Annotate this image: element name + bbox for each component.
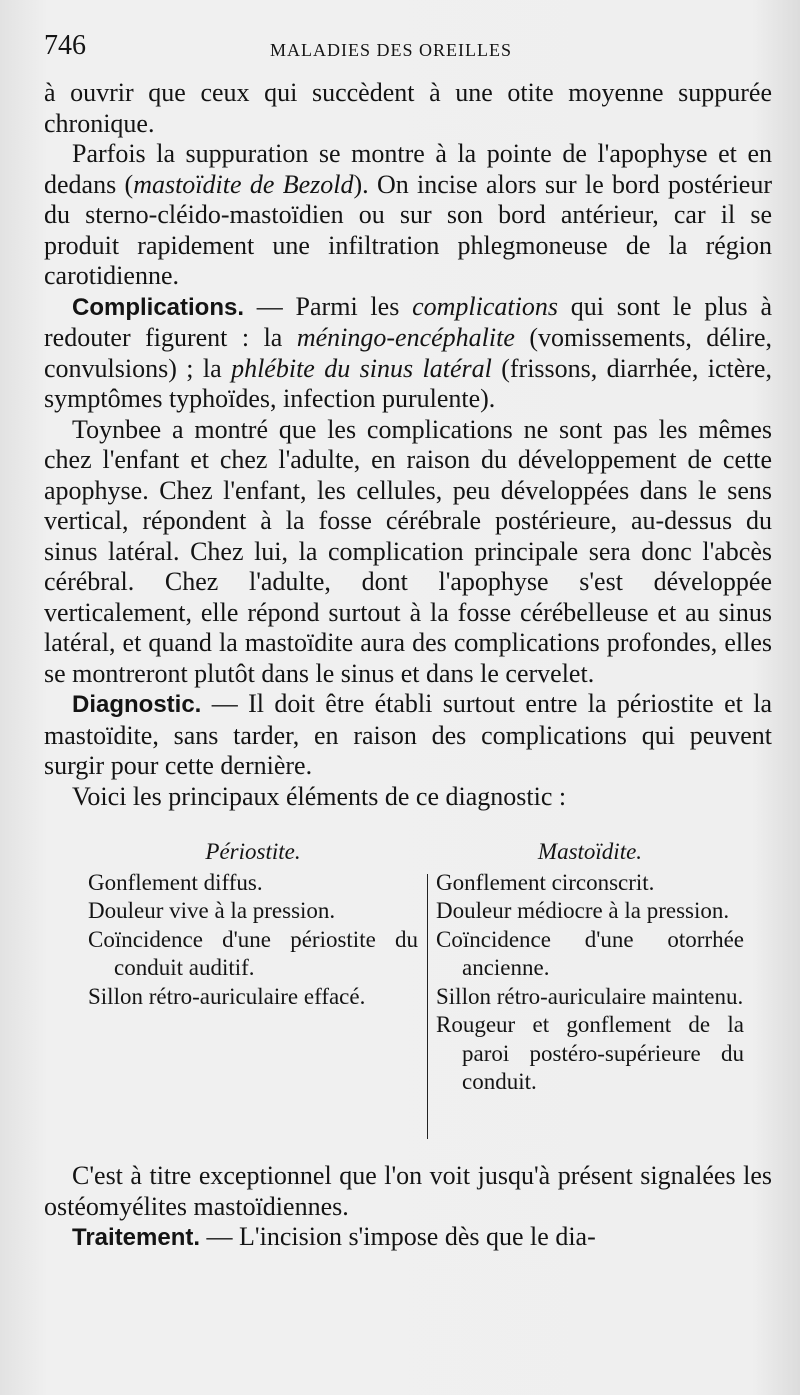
list-item: Sillon rétro-auriculaire effacé. — [88, 983, 366, 1009]
diagnostic-comparison-table — [44, 838, 772, 1153]
list-item: Sillon rétro-auriculaire maintenu. — [436, 983, 744, 1009]
column-divider — [427, 874, 428, 1139]
column-title-periostite: Périostite. — [205, 839, 301, 864]
list-item: Douleur médiocre à la pression. — [436, 898, 730, 923]
list-item: Rougeur et gonflement de la paroi postéro-supérieure du conduit. — [436, 1012, 744, 1094]
section-heading-traitement: Traitement. — [72, 1224, 201, 1251]
list-item: Gonflement diffus. — [88, 869, 263, 895]
paragraph-complications: Complications. — Parmi les complications qui sont le plus à redouter figurent : la méningo-encéphalite (vomissements, délire, convulsions) ; la phlébite du sinus latéral (frissons, diarrhée, ictère, symptômes typhoïdes, infection purulente). — [44, 291, 772, 413]
page-number: 746 — [44, 30, 86, 61]
list-item: Douleur vive à la pression. — [88, 898, 336, 923]
section-heading-diagnostic: Diagnostic. — [72, 691, 202, 718]
column-periostite — [88, 838, 418, 1011]
list-item: Coïncidence d'une périostite du conduit auditif. — [88, 926, 418, 980]
paragraph-diagnostic: Diagnostic. — Il doit être établi surtout entre la périostite et la mastoïdite, sans tarder, en raison des complications qui peuvent surgir pour cette dernière. — [44, 689, 772, 780]
running-head: MALADIES DES OREILLES — [270, 40, 512, 60]
paragraph-voici: Voici les principaux éléments de ce diagnostic : — [72, 781, 567, 811]
list-item: Coïncidence d'une otorrhée ancienne. — [436, 926, 744, 980]
body-text-continued — [44, 1161, 772, 1254]
column-title-mastoidite: Mastoïdite. — [537, 839, 643, 864]
paragraph-osteomyelites: C'est à titre exceptionnel que l'on voit jusqu'à présent signalées les ostéomyélites mastoïdiennes. — [44, 1161, 772, 1221]
paragraph-intro: à ouvrir que ceux qui succèdent à une otite moyenne suppurée chronique. — [44, 78, 772, 138]
body-text — [44, 78, 772, 812]
page-header — [44, 22, 772, 78]
paragraph-traitement: Traitement. — L'incision s'impose dès que le dia- — [72, 1222, 596, 1251]
column-mastoidite — [436, 838, 744, 1097]
paragraph-bezold: Parfois la suppuration se montre à la pointe de l'apophyse et en dedans (mastoïdite de Bezold). On incise alors sur le bord postérieur du sterno-cléido-mastoïdien ou sur son bord antérieur, car il se produit rapidement une infiltration phlegmoneuse de la région carotidienne. — [44, 139, 773, 290]
list-item: Gonflement circonscrit. — [436, 869, 655, 895]
paragraph-toynbee: Toynbee a montré que les complications ne sont pas les mêmes chez l'enfant et chez l'adulte, en raison du développement de cette apophyse. Chez l'enfant, les cellules, peu développées dans le sens vertical, répondent à la fosse cérébrale postérieure, au-dessus du sinus latéral. Chez lui, la complication principale sera donc l'abcès cérébral. Chez l'adulte, dont l'apophyse s'est développée verticalement, elle répond surtout à la fosse cérébelleuse et au sinus latéral, et quand la mastoïdite aura des complications profondes, elles se montreront plutôt dans le sinus et dans le cervelet. — [44, 414, 772, 688]
section-heading-complications: Complications. — [72, 293, 245, 321]
